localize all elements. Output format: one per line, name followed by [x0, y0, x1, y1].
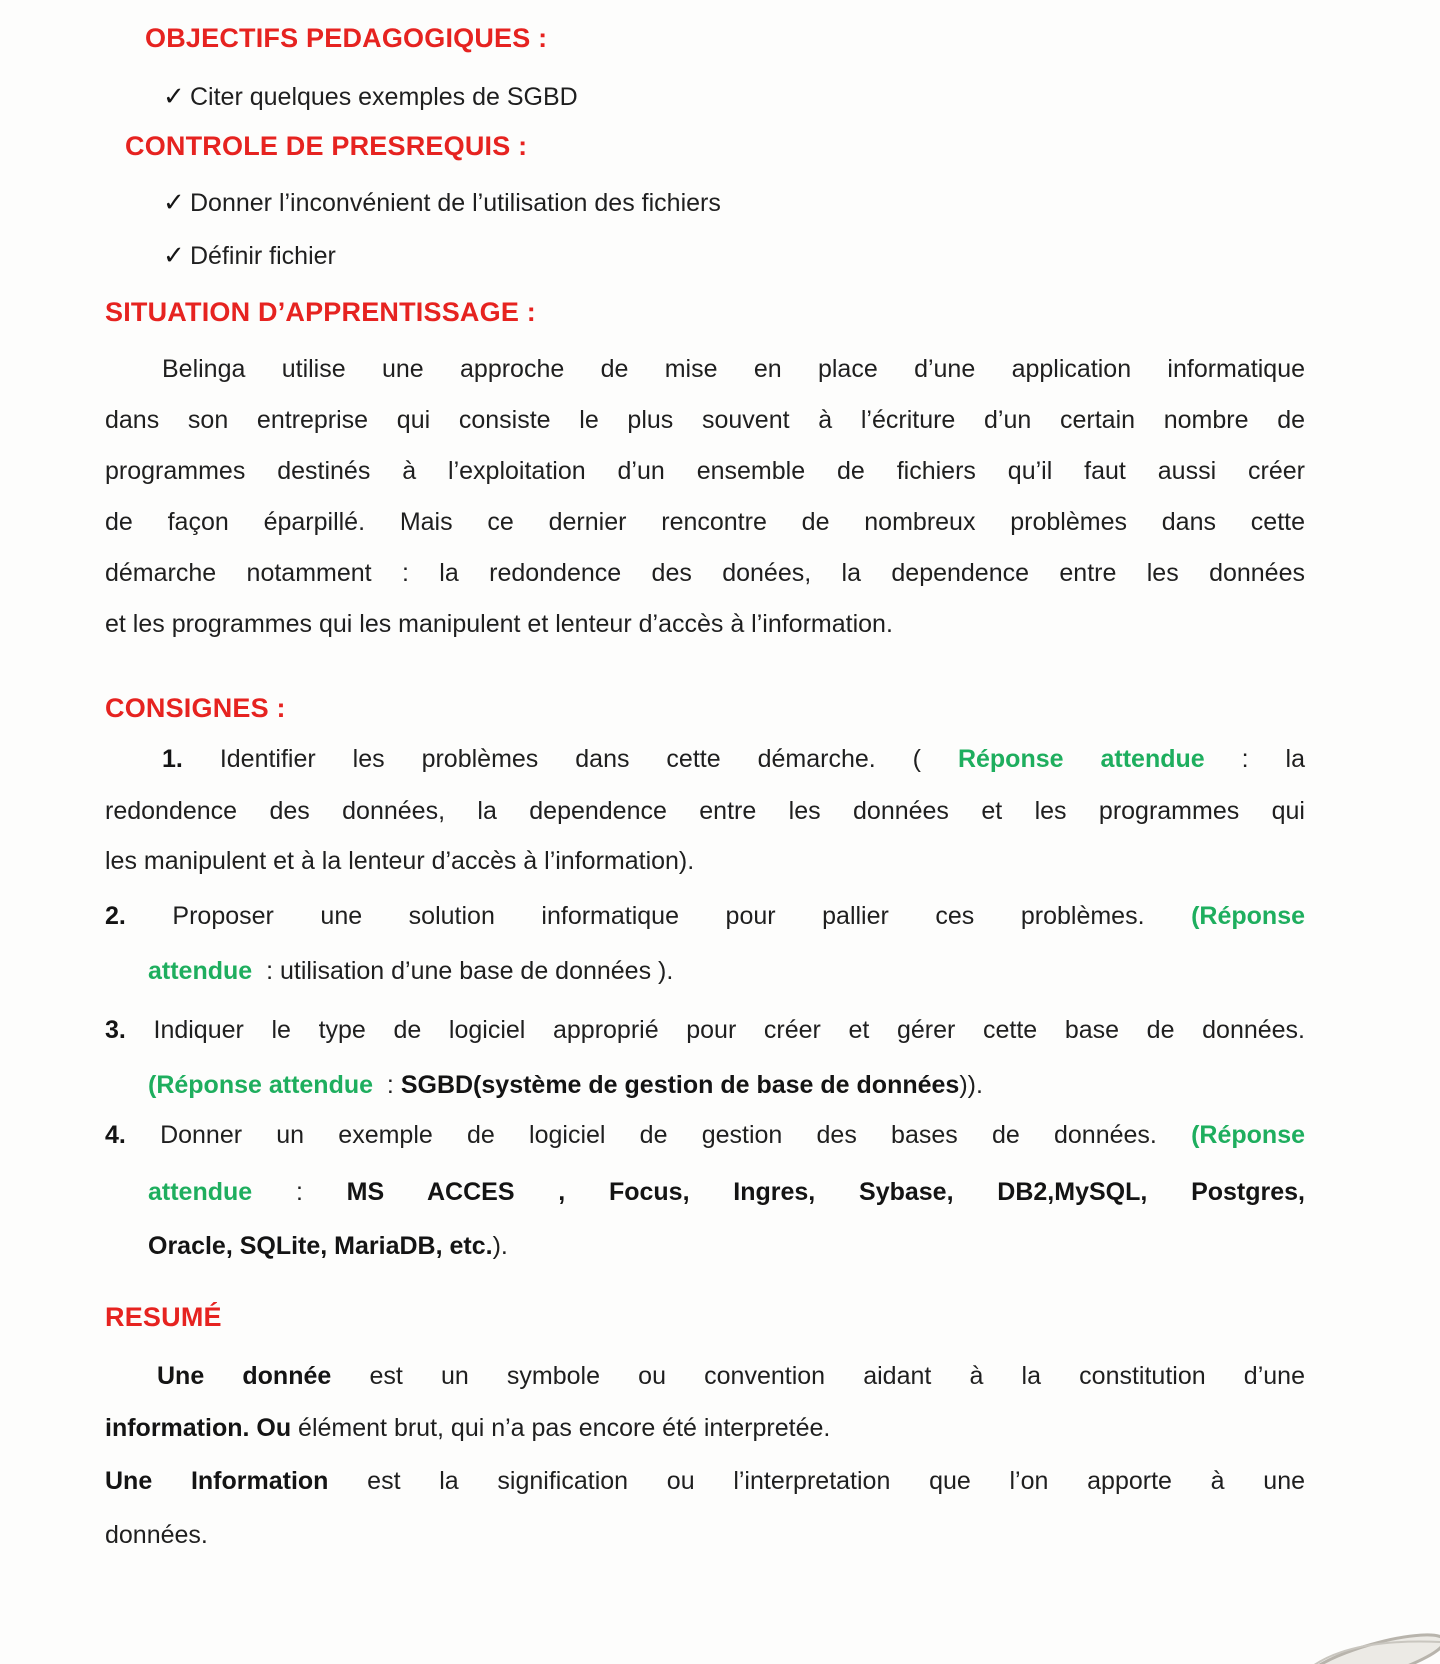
situation-paragraph-line-1-text: Belinga utilise une approche de mise en place d’une application informatique: [162, 355, 1305, 383]
consigne-4-line-2-text: attendue: [148, 1178, 253, 1206]
check-item-citer-exemples-sgbd: [163, 71, 1305, 123]
consigne-1-line-3: [105, 836, 1305, 887]
consigne-1-line-3-text: les manipulent et à la lenteur d’accès à l’information).: [105, 847, 695, 875]
consigne-4-line-3-text: ).: [492, 1232, 508, 1260]
heading-objectifs-pedagogiques-text: OBJECTIFS PEDAGOGIQUES :: [145, 23, 548, 53]
consigne-1-line-1: [105, 734, 1305, 785]
resume-line-3-text: Une Information: [105, 1467, 329, 1495]
heading-consignes-text: CONSIGNES :: [105, 693, 286, 723]
checkmark-icon: ✓: [163, 240, 185, 270]
heading-resume: [105, 1292, 1305, 1343]
checkmark-icon: ✓: [163, 81, 185, 111]
consigne-3-line-2-text: SGBD(système de gestion de base de données: [400, 1071, 960, 1099]
check-item-donner-inconvenient-text: Donner l’inconvénient de l’utilisation des fichiers: [190, 189, 721, 217]
check-item-donner-inconvenient: [163, 177, 1305, 229]
consigne-2-line-1-text: Proposer une solution informatique pour pallier ces problèmes.: [125, 902, 1192, 930]
situation-paragraph-line-3: [105, 446, 1305, 497]
consigne-1-line-2: [105, 786, 1305, 837]
consigne-3-line-2: [148, 1060, 1305, 1111]
resume-line-2-text: information. Ou: [105, 1414, 292, 1442]
situation-paragraph-line-6-text: et les programmes qui les manipulent et lenteur d’accès à l’information.: [105, 610, 893, 638]
consigne-2-line-1-text: (Réponse: [1191, 902, 1305, 930]
heading-situation-apprentissage-text: SITUATION D’APPRENTISSAGE :: [105, 297, 536, 327]
consigne-4-line-1-text: (Réponse: [1191, 1121, 1305, 1149]
consigne-3-line-2-text: (Réponse attendue: [148, 1071, 374, 1099]
resume-line-4-text: données.: [105, 1521, 208, 1549]
situation-paragraph-line-1: [105, 344, 1305, 395]
situation-paragraph-line-4-text: de façon éparpillé. Mais ce dernier rencontre de nombreux problèmes dans cette: [105, 508, 1305, 536]
consigne-1-line-1-text: Réponse attendue: [957, 745, 1205, 773]
heading-situation-apprentissage: [105, 287, 1305, 338]
consigne-4-line-2: [148, 1167, 1305, 1218]
consigne-3-line-1-text: 3.: [105, 1016, 126, 1044]
consigne-4-line-1-text: 4.: [105, 1121, 126, 1149]
consigne-4-line-3-text: Oracle, SQLite, MariaDB, etc.: [148, 1232, 493, 1260]
resume-line-1-text: Une donnée: [157, 1362, 332, 1390]
consigne-2-line-2: [148, 946, 1305, 997]
checkmark-icon: ✓: [163, 187, 185, 217]
heading-controle-presrequis-text: CONTROLE DE PRESREQUIS :: [125, 131, 528, 161]
leaf-icon: [1280, 1628, 1440, 1664]
leaf-graphic: [1280, 1628, 1440, 1664]
situation-paragraph-line-4: [105, 497, 1305, 548]
heading-controle-presrequis: [125, 121, 1305, 172]
consigne-2-line-1: [105, 891, 1305, 942]
consigne-2-line-1-text: 2.: [105, 902, 126, 930]
check-item-definir-fichier: [163, 230, 1305, 282]
resume-line-4: [105, 1510, 1305, 1561]
resume-line-2-text: élément brut, qui n’a pas encore été interpretée.: [291, 1414, 831, 1442]
consigne-2-line-2-text: attendue: [148, 957, 253, 985]
consigne-3-line-2-text: :: [373, 1071, 401, 1099]
resume-line-3: [105, 1456, 1305, 1507]
consigne-3-line-1-text: Indiquer le type de logiciel approprié pour créer et gérer cette base de données.: [125, 1016, 1305, 1044]
consigne-4-line-1-text: Donner un exemple de logiciel de gestion des bases de données.: [125, 1121, 1192, 1149]
situation-paragraph-line-5-text: démarche notamment : la redondence des donées, la dependence entre les données: [105, 559, 1305, 587]
consigne-4-line-3: [148, 1221, 1305, 1272]
situation-paragraph-line-2: [105, 395, 1305, 446]
resume-line-1-text: est un symbole ou convention aidant à la constitution d’une: [331, 1362, 1305, 1390]
consigne-1-line-1-text: : la: [1204, 745, 1305, 773]
consigne-1-line-2-text: redondence des données, la dependence entre les données et les programmes qui: [105, 797, 1305, 825]
consigne-1-line-1-text: 1.: [162, 745, 183, 773]
situation-paragraph-line-3-text: programmes destinés à l’exploitation d’un ensemble de fichiers qu’il faut aussi créer: [105, 457, 1305, 485]
consigne-4-line-2-text: :: [252, 1178, 347, 1206]
consigne-3-line-1: [105, 1005, 1305, 1056]
consigne-4-line-1: [105, 1110, 1305, 1161]
resume-line-3-text: est la signification ou l’interpretation que l’on apporte à une: [328, 1467, 1306, 1495]
heading-objectifs-pedagogiques: [145, 13, 1305, 64]
consigne-1-line-1-text: Identifier les problèmes dans cette démarche. (: [182, 745, 958, 773]
consigne-2-line-2-text: : utilisation d’une base de données ).: [252, 957, 674, 985]
check-item-definir-fichier-text: Définir fichier: [190, 242, 336, 270]
consigne-3-line-2-text: )).: [959, 1071, 983, 1099]
heading-consignes: [105, 683, 1305, 734]
situation-paragraph-line-5: [105, 548, 1305, 599]
consigne-4-line-2-text: MS ACCES , Focus, Ingres, Sybase, DB2,MySQL, Postgres,: [346, 1178, 1305, 1206]
resume-line-1: [105, 1351, 1305, 1402]
check-item-citer-exemples-sgbd-text: Citer quelques exemples de SGBD: [190, 83, 578, 111]
situation-paragraph-line-6: [105, 599, 1305, 650]
heading-resume-text: RESUMÉ: [105, 1302, 222, 1332]
resume-line-2: [105, 1403, 1305, 1454]
situation-paragraph-line-2-text: dans son entreprise qui consiste le plus souvent à l’écriture d’un certain nombre de: [105, 406, 1305, 434]
